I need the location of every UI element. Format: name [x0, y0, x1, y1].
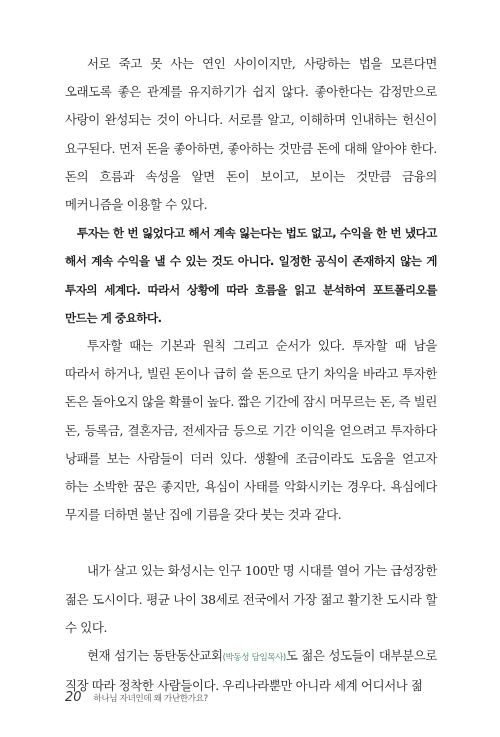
running-title: 하나님 자녀인데 왜 가난한가요? — [93, 694, 208, 704]
paragraph-investment-principle: 투자는 한 번 잃었다고 해서 계속 잃는다는 법도 없고, 수익을 한 번 냈다고 해서 계속 수익을 낼 수 있는 것도 아니다. 일정한 공식이 존재하지 않는 게 투자의 세계다. 따라서 상황에 따라 흐름을 읽고 분석하여 포트폴리오를 만드는 게 중요하다. — [65, 226, 437, 325]
paragraph-love-analogy: 서로 죽고 못 사는 연인 사이이지만, 사랑하는 법을 모른다면 오래도록 좋은 관계를 유지하기가 쉽지 않다. 좋아한다는 감정만으로 사랑이 완성되는 것이 아니다. 서로를 알고, 이해하며 인내하는 헌신이 요구된다. 먼저 돈을 좋아하면, 좋아하는 것만큼 돈에 대해 알아야 한다. 돈의 흐름과 속성을 알면 돈이 보이고, 보이는 것만큼 금융의 메커니즘을 이용할 수 있다. — [65, 56, 437, 213]
section-break — [65, 529, 437, 557]
church-text-start: 현재 섬기는 동탄동산교회 — [87, 648, 223, 664]
page-footer — [65, 690, 208, 705]
pastor-note: (박동성 담임목사) — [222, 653, 286, 664]
paragraph-hwaseong-city: 내가 살고 있는 화성시는 인구 100만 명 시대를 열어 가는 급성장한 젊은 도시이다. 평균 나이 38세로 전국에서 가장 젊고 활기찬 도시라 할 수 있다. — [65, 563, 437, 635]
page-body — [65, 50, 437, 700]
church-text-end: 도 젊은 성도들이 대부분으로 직장 따라 정착한 사람들이다. 우리나라뿐만 아니라 세계 어디서나 젊 — [65, 648, 438, 694]
page-number: 20 — [65, 690, 82, 705]
paragraph-investment-order: 투자할 때는 기본과 원칙 그리고 순서가 있다. 투자할 때 남을 따라서 하거나, 빌린 돈이나 급히 쓸 돈으로 단기 차익을 바라고 투자한 돈은 돌아오지 않을 확률이 높다. 짧은 기간에 잠시 머무르는 돈, 즉 빌린 돈, 등록금, 결혼자금, 전세자금 등으로 기간 이익을 얻으려고 투자하다 낭패를 보는 사람들이 더러 있다. 생활에 조금이라도 도움을 얻고자 하는 소박한 꿈은 좋지만, 욕심이 사태를 악화시키는 경우다. 욕심에다 무지를 더하면 불난 집에 기름을 갖다 붓는 것과 같다. — [65, 338, 437, 523]
